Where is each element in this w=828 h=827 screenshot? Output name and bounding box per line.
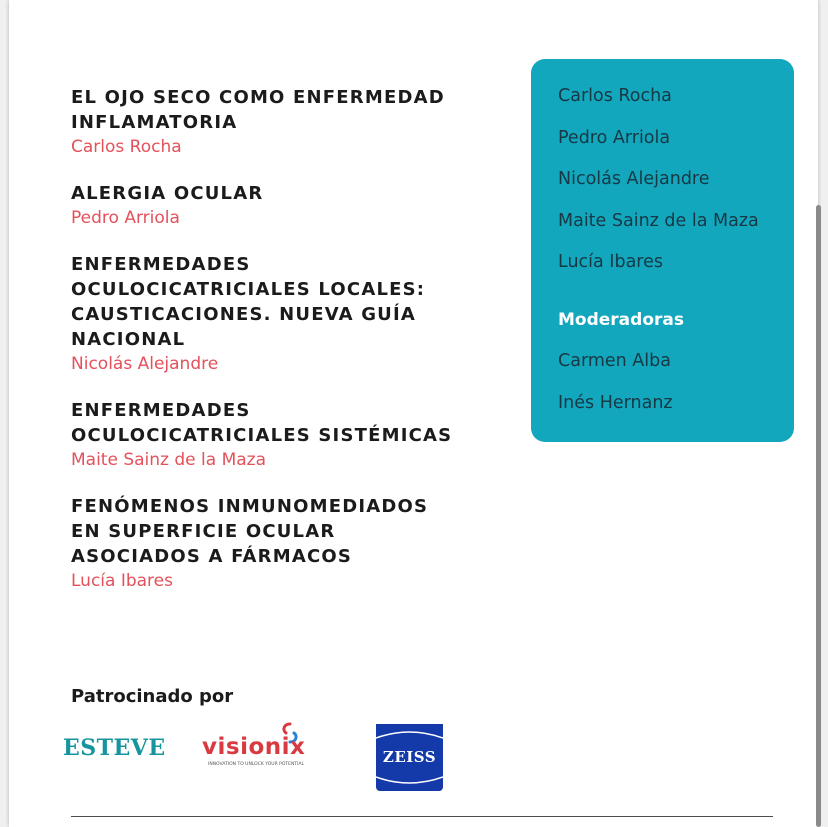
- zeiss-logo: [376, 724, 443, 791]
- esteve-logo: ESTEVE: [63, 735, 166, 761]
- speakers-panel: [531, 59, 794, 442]
- talk-list: [71, 85, 501, 615]
- talk-speaker: Pedro Arriola: [71, 208, 180, 228]
- talk-title: EL OJO SECO COMO ENFERMEDAD INFLAMATORIA: [71, 87, 445, 133]
- sponsor-label: Patrocinado por: [71, 686, 234, 707]
- visionix-logo: [200, 724, 320, 774]
- talk-speaker: Lucía Ibares: [71, 571, 173, 591]
- scrollbar[interactable]: [816, 205, 821, 827]
- footer-divider: [71, 816, 773, 817]
- zeiss-wordmark: ZEISS: [382, 748, 437, 766]
- panel-speaker: Lucía Ibares: [558, 252, 663, 273]
- visionix-wordmark: visionix: [202, 734, 306, 760]
- panel-speaker: Maite Sainz de la Maza: [558, 210, 759, 231]
- panel-moderator: Carmen Alba: [558, 350, 671, 371]
- panel-speaker: Pedro Arriola: [558, 127, 671, 148]
- talk-title: FENÓMENOS INMUNOMEDIADOS EN SUPERFICIE OCULAR ASOCIADOS A FÁRMACOS: [71, 496, 429, 567]
- panel-speaker: Nicolás Alejandre: [558, 169, 710, 190]
- speakers-list: [558, 83, 759, 431]
- talk-item: [71, 494, 501, 593]
- panel-moderator: Inés Hernanz: [558, 392, 673, 413]
- visionix-tagline: INNOVATION TO UNLOCK YOUR POTENTIAL: [208, 762, 305, 767]
- talk-title: ENFERMEDADES OCULOCICATRICIALES SISTÉMICAS: [71, 400, 453, 446]
- talk-title: ENFERMEDADES OCULOCICATRICIALES LOCALES: CAUSTICACIONES. NUEVA GUÍA NACIONAL: [71, 254, 426, 350]
- talk-speaker: Maite Sainz de la Maza: [71, 450, 266, 470]
- talk-title: ALERGIA OCULAR: [71, 183, 264, 204]
- talk-speaker: Carlos Rocha: [71, 137, 182, 157]
- talk-item: [71, 398, 501, 472]
- talk-item: [71, 181, 501, 230]
- panel-speaker: Carlos Rocha: [558, 86, 672, 106]
- talk-item: [71, 252, 501, 376]
- moderators-heading: Moderadoras: [558, 309, 684, 330]
- talk-item: [71, 85, 501, 159]
- talk-speaker: Nicolás Alejandre: [71, 354, 219, 374]
